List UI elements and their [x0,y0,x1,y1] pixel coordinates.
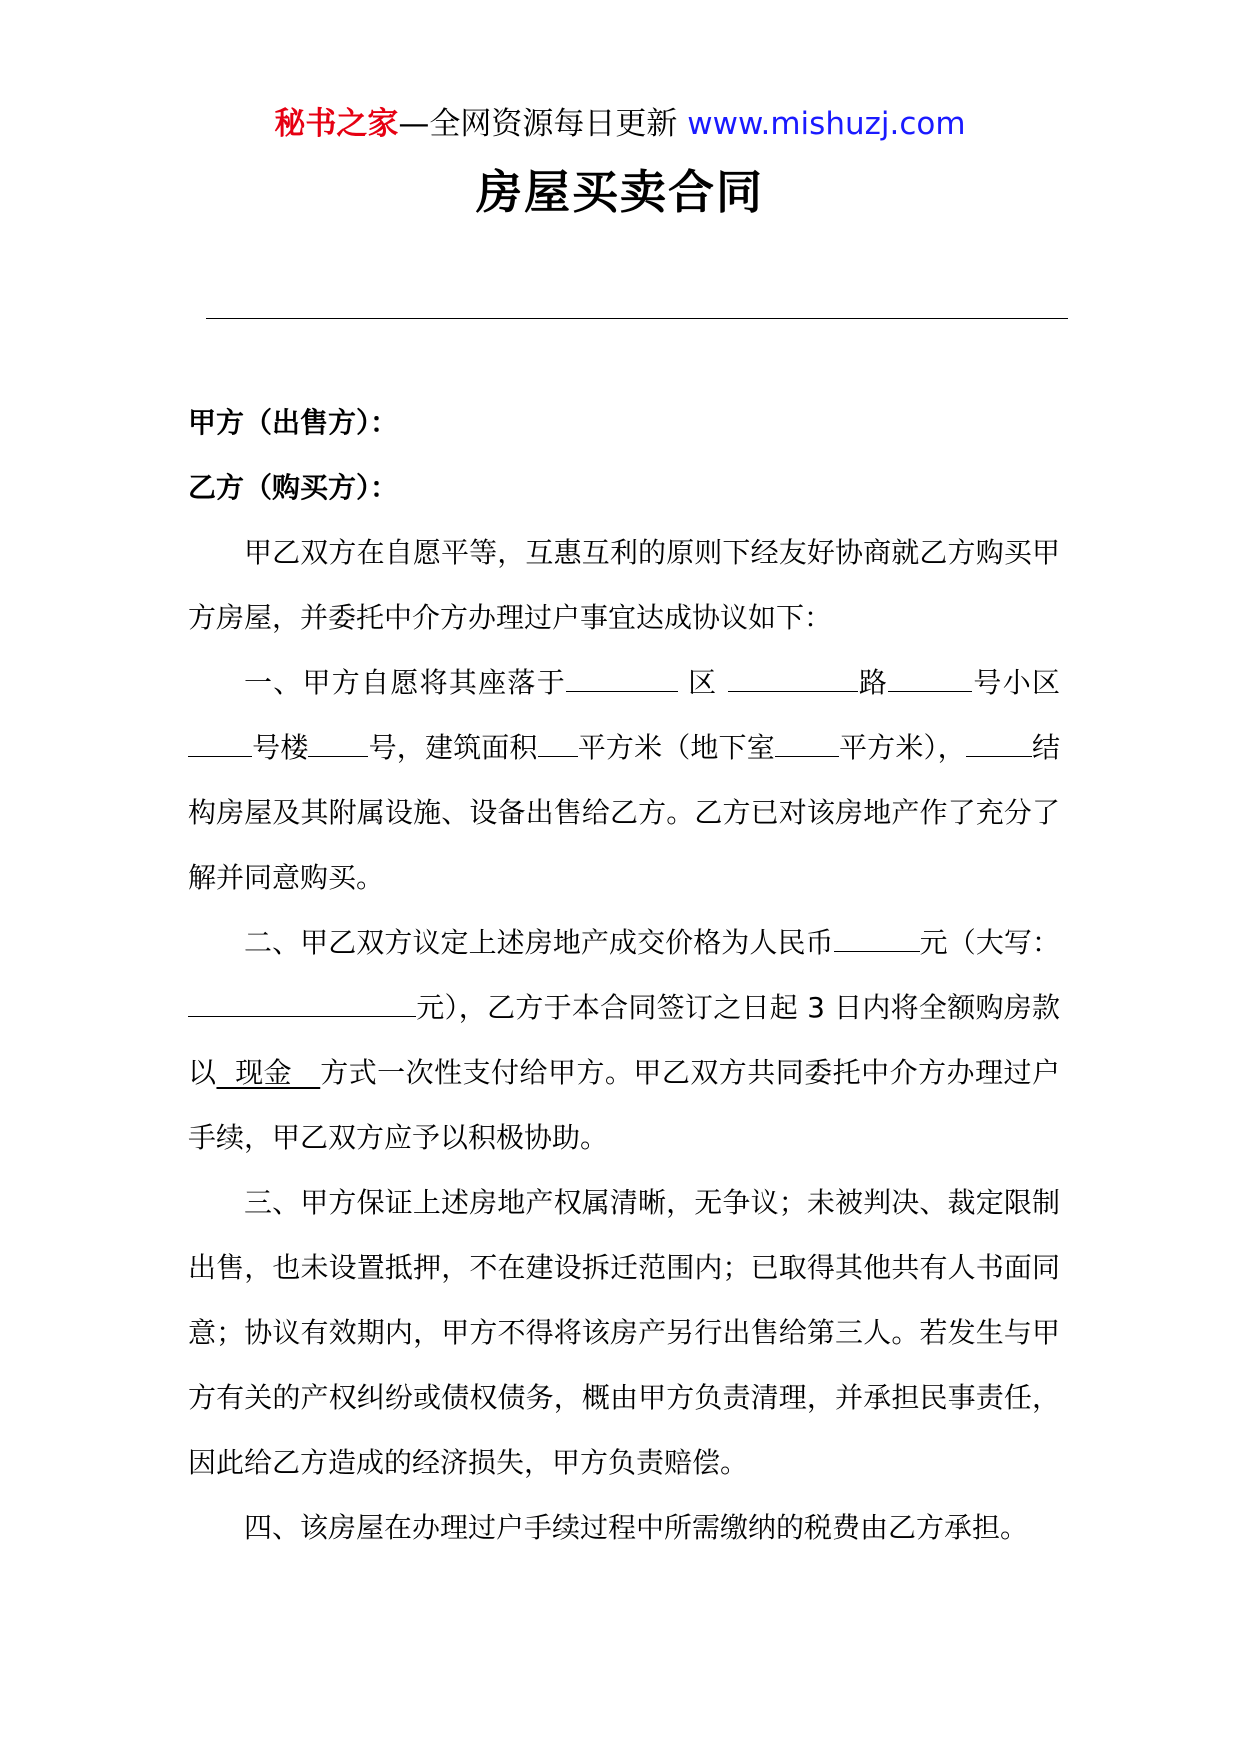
clause-1-text-i: 结构房屋及其附属设施、设备出售给乙方。乙方已对该房地产作了充分了解并同意购买。 [188,731,1060,894]
watermark-brand: 秘书之家 [274,106,399,142]
clause-1-text-c: 路 [857,666,889,699]
area-blank[interactable] [538,725,578,757]
seller-party-line: 甲方（出售方）： [188,406,399,439]
buyer-party-line: 乙方（购买方）： [188,471,399,504]
clause-1-text-e: 号楼 [252,731,309,764]
clause-2-text-b: 元（大写： [919,926,1060,959]
payment-method-field[interactable]: 现金 [216,1056,321,1089]
site-watermark-header [0,102,1240,146]
clause-1-text-h: 平方米）， [838,731,966,764]
clause-1-text-d: 号小区 [972,666,1060,699]
price-blank[interactable] [834,920,920,952]
clause-1-text-b: 区 [677,666,728,699]
watermark-slogan: 全网资源每日更新 [429,106,688,142]
price-in-words-blank[interactable] [188,985,416,1017]
clause-2-text-a: 二、甲乙双方议定上述房地产成交价格为人民币 [244,926,834,959]
clause-2-text-d: 方式一次性支付给甲方。甲乙双方共同委托中介方办理过户手续，甲乙双方应予以积极协助。 [188,1056,1060,1154]
title-separator-rule [206,318,1068,319]
building-number-blank[interactable] [308,725,368,757]
watermark-dash: — [398,106,430,142]
clause-1-text-f: 号，建筑面积 [368,731,538,764]
contract-body [188,390,1060,1560]
clause-1-text-a: 一、甲方自愿将其座落于 [244,666,566,699]
clause-2-text-c: 元），乙方于本合同签订之日起 3 日内将全额购房款以 [188,991,1060,1089]
structure-blank[interactable] [966,725,1032,757]
clause-4: 四、该房屋在办理过户手续过程中所需缴纳的税费由乙方承担。 [244,1511,1029,1544]
document-title: 房屋买卖合同 [476,165,764,219]
intro-paragraph: 甲乙双方在自愿平等，互惠互利的原则下经友好协商就乙方购买甲方房屋，并委托中介方办理过户事宜达成协议如下： [188,536,1060,634]
community-blank[interactable] [188,725,252,757]
clause-1 [188,650,1060,910]
clause-2 [188,910,1060,1170]
basement-area-blank[interactable] [775,725,839,757]
road-blank[interactable] [728,660,858,692]
clause-3: 三、甲方保证上述房地产权属清晰，无争议；未被判决、裁定限制出售，也未设置抵押，不在建设拆迁范围内；已取得其他共有人书面同意；协议有效期内，甲方不得将该房产另行出售给第三人。若发生与甲方有关的产权纠纷或债权债务，概由甲方负责清理，并承担民事责任，因此给乙方造成的经济损失，甲方负责赔偿。 [188,1186,1060,1479]
clause-1-text-g: 平方米（地下室 [577,731,775,764]
district-blank[interactable] [566,660,678,692]
road-number-blank[interactable] [888,660,972,692]
watermark-url-link[interactable]: www.mishuzj.com [687,106,966,142]
